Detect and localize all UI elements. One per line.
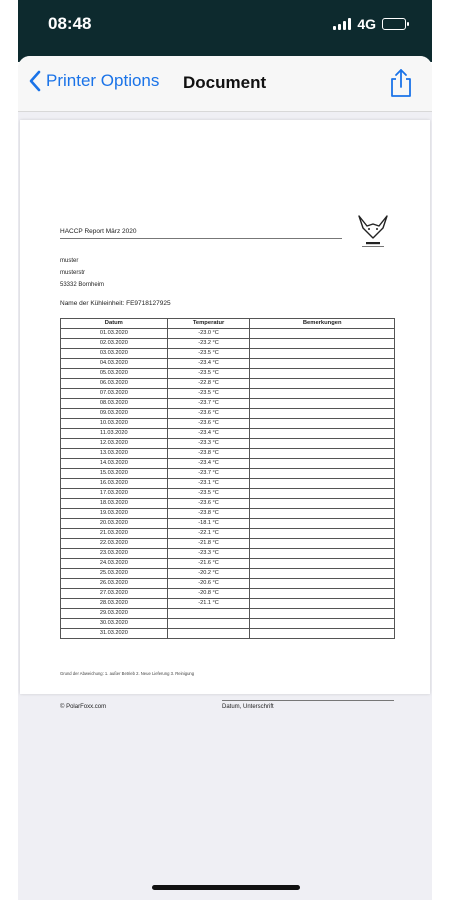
table-row [61, 569, 395, 579]
title-divider [60, 238, 342, 239]
cell-date: 13.03.2020 [61, 449, 168, 459]
cell-remarks [250, 439, 395, 449]
cell-temperature: -23.3 °C [167, 439, 250, 449]
cell-date: 26.03.2020 [61, 579, 168, 589]
cell-date: 19.03.2020 [61, 509, 168, 519]
cell-date: 17.03.2020 [61, 489, 168, 499]
table-row [61, 539, 395, 549]
cell-remarks [250, 539, 395, 549]
cell-temperature: -23.5 °C [167, 489, 250, 499]
cell-date: 07.03.2020 [61, 389, 168, 399]
cell-temperature [167, 629, 250, 639]
address-line-2: musterstr [60, 270, 86, 276]
table-row [61, 589, 395, 599]
cell-remarks [250, 469, 395, 479]
cell-temperature: -23.8 °C [167, 449, 250, 459]
cell-remarks [250, 629, 395, 639]
table-row [61, 509, 395, 519]
cell-date: 21.03.2020 [61, 529, 168, 539]
fox-logo-icon [353, 212, 393, 252]
cell-temperature: -23.5 °C [167, 389, 250, 399]
table-row [61, 409, 395, 419]
cell-temperature: -23.6 °C [167, 419, 250, 429]
cell-date: 12.03.2020 [61, 439, 168, 449]
battery-icon [382, 18, 406, 30]
report-title: HACCP Report März 2020 [60, 228, 137, 235]
cell-date: 10.03.2020 [61, 419, 168, 429]
document-page[interactable] [20, 120, 430, 710]
cell-temperature: -22.1 °C [167, 529, 250, 539]
cell-remarks [250, 599, 395, 609]
cell-date: 04.03.2020 [61, 359, 168, 369]
cell-temperature: -23.5 °C [167, 369, 250, 379]
cell-temperature: -23.1 °C [167, 479, 250, 489]
cell-remarks [250, 409, 395, 419]
cell-date: 02.03.2020 [61, 339, 168, 349]
temperature-table [60, 318, 395, 639]
copyright-text: © PolarFoxx.com [60, 704, 107, 710]
cell-remarks [250, 569, 395, 579]
cell-temperature: -23.0 °C [167, 329, 250, 339]
status-bar [18, 0, 432, 62]
table-row [61, 429, 395, 439]
table-row [61, 359, 395, 369]
cell-remarks [250, 619, 395, 629]
cell-temperature: -23.8 °C [167, 509, 250, 519]
cell-temperature [167, 609, 250, 619]
table-row [61, 329, 395, 339]
cell-remarks [250, 429, 395, 439]
column-header-temperature: Temperatur [167, 319, 250, 329]
cell-remarks [250, 369, 395, 379]
cell-remarks [250, 389, 395, 399]
cell-temperature: -23.6 °C [167, 409, 250, 419]
cell-temperature: -21.8 °C [167, 539, 250, 549]
share-icon[interactable] [388, 68, 414, 98]
column-header-date: Datum [61, 319, 168, 329]
status-indicators [333, 16, 406, 32]
cell-date: 11.03.2020 [61, 429, 168, 439]
cell-remarks [250, 339, 395, 349]
cell-date: 06.03.2020 [61, 379, 168, 389]
cell-remarks [250, 519, 395, 529]
table-row [61, 529, 395, 539]
table-row [61, 599, 395, 609]
signature-label: Datum, Unterschrift [222, 704, 274, 710]
deviation-legend: Grund der Abweichung: 1. außer Betrieb 2. Neue Lieferung 3. Reinigung [60, 671, 195, 676]
cell-temperature: -20.8 °C [167, 589, 250, 599]
back-button[interactable] [28, 70, 159, 92]
cell-date: 24.03.2020 [61, 559, 168, 569]
cell-temperature: -22.8 °C [167, 379, 250, 389]
table-row [61, 349, 395, 359]
cell-remarks [250, 609, 395, 619]
table-row [61, 469, 395, 479]
cell-date: 22.03.2020 [61, 539, 168, 549]
cell-temperature: -23.2 °C [167, 339, 250, 349]
cell-remarks [250, 499, 395, 509]
cell-date: 01.03.2020 [61, 329, 168, 339]
cell-temperature: -23.6 °C [167, 499, 250, 509]
home-indicator[interactable] [152, 885, 300, 890]
table-row [61, 559, 395, 569]
cell-remarks [250, 379, 395, 389]
cell-date: 31.03.2020 [61, 629, 168, 639]
cell-date: 23.03.2020 [61, 549, 168, 559]
table-row [61, 439, 395, 449]
cell-temperature: -21.6 °C [167, 559, 250, 569]
cell-date: 25.03.2020 [61, 569, 168, 579]
table-row [61, 629, 395, 639]
cell-date: 14.03.2020 [61, 459, 168, 469]
cell-remarks [250, 509, 395, 519]
cell-temperature: -23.3 °C [167, 549, 250, 559]
table-row [61, 339, 395, 349]
table-row [61, 519, 395, 529]
table-row [61, 489, 395, 499]
cell-remarks [250, 489, 395, 499]
cell-date: 27.03.2020 [61, 589, 168, 599]
address-line-3: 53332 Bornheim [60, 282, 105, 288]
cell-temperature: -20.6 °C [167, 579, 250, 589]
signal-icon [333, 18, 351, 30]
status-time: 08:48 [48, 14, 92, 33]
table-row [61, 399, 395, 409]
table-row [61, 609, 395, 619]
cell-remarks [250, 559, 395, 569]
cell-temperature: -23.4 °C [167, 429, 250, 439]
table-row [61, 479, 395, 489]
cell-date: 09.03.2020 [61, 409, 168, 419]
print-preview-sheet [18, 56, 432, 900]
cell-date: 15.03.2020 [61, 469, 168, 479]
cell-date: 16.03.2020 [61, 479, 168, 489]
cell-date: 28.03.2020 [61, 599, 168, 609]
cell-temperature: -21.1 °C [167, 599, 250, 609]
table-row [61, 579, 395, 589]
cell-temperature: -18.1 °C [167, 519, 250, 529]
cell-temperature: -20.2 °C [167, 569, 250, 579]
signature-line [222, 700, 394, 701]
cell-remarks [250, 419, 395, 429]
cell-temperature: -23.5 °C [167, 349, 250, 359]
cell-temperature: -23.4 °C [167, 459, 250, 469]
cell-temperature: -23.7 °C [167, 399, 250, 409]
cell-date: 08.03.2020 [61, 399, 168, 409]
cell-remarks [250, 359, 395, 369]
table-row [61, 369, 395, 379]
cell-remarks [250, 549, 395, 559]
cell-temperature: -23.4 °C [167, 359, 250, 369]
navigation-bar [18, 56, 432, 112]
table-row [61, 549, 395, 559]
table-row [61, 459, 395, 469]
cell-date: 20.03.2020 [61, 519, 168, 529]
cell-temperature: -23.7 °C [167, 469, 250, 479]
cell-remarks [250, 459, 395, 469]
table-row [61, 419, 395, 429]
chevron-left-icon [28, 70, 42, 92]
table-row [61, 619, 395, 629]
cell-remarks [250, 449, 395, 459]
cell-remarks [250, 399, 395, 409]
address-line-1: muster [60, 258, 79, 264]
cell-remarks [250, 579, 395, 589]
cell-remarks [250, 329, 395, 339]
cell-temperature [167, 619, 250, 629]
cell-remarks [250, 589, 395, 599]
table-row [61, 499, 395, 509]
table-row [61, 449, 395, 459]
cell-remarks [250, 529, 395, 539]
cell-date: 30.03.2020 [61, 619, 168, 629]
table-row [61, 379, 395, 389]
cell-date: 18.03.2020 [61, 499, 168, 509]
cooling-unit-name: Name der Kühleinheit: FE9718127925 [60, 300, 171, 307]
cell-date: 29.03.2020 [61, 609, 168, 619]
table-header-row [61, 319, 395, 329]
page-title: Document [183, 73, 267, 92]
network-label: 4G [357, 16, 376, 32]
cell-date: 05.03.2020 [61, 369, 168, 379]
column-header-remarks: Bemerkungen [250, 319, 395, 329]
cell-remarks [250, 479, 395, 489]
cell-remarks [250, 349, 395, 359]
back-button-label: Printer Options [46, 71, 160, 90]
cell-date: 03.03.2020 [61, 349, 168, 359]
table-row [61, 389, 395, 399]
